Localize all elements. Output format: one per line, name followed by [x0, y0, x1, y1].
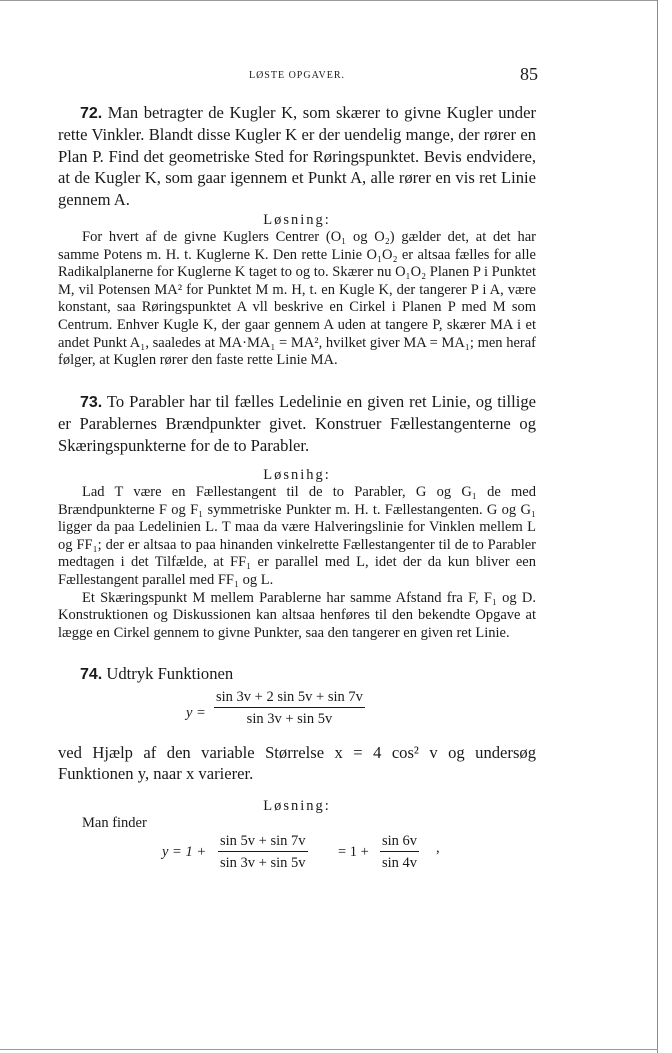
problem-72	[58, 102, 536, 210]
page-edge-top	[0, 0, 658, 1]
solution-heading: Løsning:	[263, 797, 331, 814]
solution-paragraph: Lad T være en Fællestangent til de to Parabler, G og G₁ de med Brændpunkterne F og F₁ symmetriske Punkter m. H. t. Fællestangenten. G og G₁ ligger da paa Ledelinien L. T maa da være Halveringslinie for Vinklen mellem L og FF₁; der er altsaa to paa hinanden vinkelrette Fællestangenter til de to Parabler medtagen i det Tilfælde, at FF₁ er parallel med L, idet der da kun bliver een Fællestangent parallel med FF₁ og L.	[58, 484, 536, 588]
result-tail: ,	[436, 840, 440, 857]
solution-paragraph: For hvert af de givne Kuglers Centrer (O₁ og O₂) gælder det, at det har samme Potens m. H. t. Kuglerne K. Den rette Linie O₁O₂ er altsaa fælles for alle Radikalplanerne for Kuglerne K taget to og to. Skærer nu O₁O₂ Planen P i Punktet M, vil Potensen MA² for Punktet M m. H, t. en Kugle K, der tangerer P i A, være konstant, saa Røringspunktet A vll beskrive en Cirkel i Planen P med M som Centrum. Enhver Kugle K, der gaar gennem A uden at tangere P, skærer MA i et andet Punkt A₁, saaledes at MA·MA₁ = MA², hvilket giver MA = MA₁; men heraf følger, at Kuglen rører den faste rette Linie MA.	[58, 229, 536, 369]
fraction-numerator: sin 3v + 2 sin 5v + sin 7v	[216, 688, 363, 705]
running-title: LØSTE OPGAVER.	[248, 70, 346, 81]
result-fraction-1	[218, 832, 308, 872]
fraction-numerator: sin 6v	[382, 833, 418, 850]
problem-text: To Parabler har til fælles Ledelinie en given ret Linie, og tillige er Parablernes Brændpunkter givet. Konstruer Fællestangenterne og Skæringspunkterne for de to Parabler.	[58, 391, 536, 455]
solution-intro: Man finder	[82, 814, 147, 831]
formula-definition	[58, 686, 536, 742]
problem-number: 72.	[80, 105, 103, 122]
problem-text: Udtryk Funktionen	[106, 664, 234, 684]
fraction-denominator: sin 3v + sin 5v	[220, 855, 306, 872]
book-page	[58, 60, 536, 872]
running-head	[58, 60, 536, 88]
fraction-denominator: sin 3v + sin 5v	[246, 710, 333, 727]
page-edge-right	[657, 0, 658, 1053]
solution-heading: Løsning:	[263, 212, 331, 229]
result-fraction-2	[380, 832, 419, 872]
result-mid: = 1 +	[338, 844, 369, 861]
formula-result	[58, 832, 536, 872]
solution-paragraph: Et Skæringspunkt M mellem Parablerne har samme Afstand fra F, F₁ og D. Konstruktionen og Diskussionen kan altsaa henføres til den bekendte Opgave at lægge en Cirkel gennem to givne Punkter, saa den tangerer en given ret Linie.	[58, 589, 536, 641]
problem-text: Man betragter de Kugler K, som skærer to givne Kugler under rette Vinkler. Blandt disse Kugler K er der uendelig mange, der rører en Plan P. Find det geometriske Sted for Røringspunktet. Bevis endvidere, at de Kugler K, som gaar igennem et Punkt A, alle rører en vis ret Linie gennem A.	[58, 103, 536, 209]
problem-74	[58, 663, 536, 685]
fraction-numerator: sin 5v + sin 7v	[220, 833, 306, 850]
page-number: 85	[520, 64, 538, 84]
page-edge-bottom	[0, 1049, 658, 1050]
formula-fraction	[214, 688, 365, 728]
fraction-denominator: sin 4v	[382, 855, 418, 872]
problem-text-continued: ved Hjælp af den variable Størrelse x = 4 cos² v og undersøg Funktionen y, naar x varierer.	[58, 742, 536, 784]
problem-number: 74.	[80, 666, 103, 684]
solution-heading: Løsnihg:	[263, 467, 331, 483]
problem-73	[58, 391, 536, 456]
problem-number: 73.	[80, 393, 103, 411]
result-lhs: y = 1 +	[162, 844, 207, 861]
formula-lhs: y =	[186, 704, 206, 721]
